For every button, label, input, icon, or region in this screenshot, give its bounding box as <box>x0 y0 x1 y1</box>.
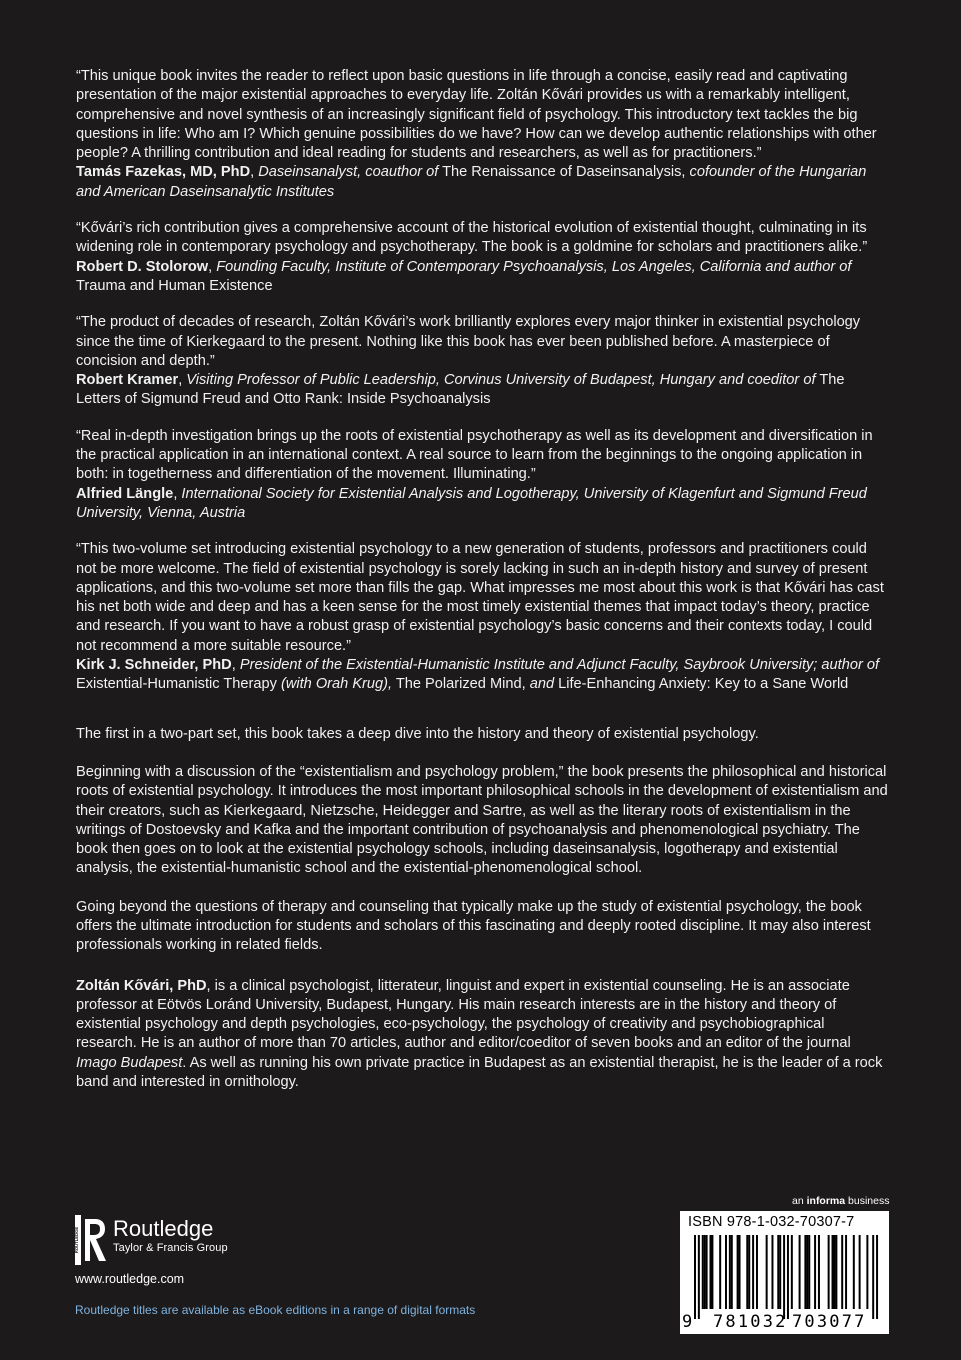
book-title: Life-Enhancing Anxiety: Key to a Sane World <box>558 676 849 693</box>
barcode-bar <box>832 1235 834 1309</box>
book-title: Existential-Humanistic Therapy <box>76 676 277 693</box>
endorsements <box>76 67 888 695</box>
barcode-bar <box>731 1235 733 1309</box>
barcode-bar <box>787 1235 789 1319</box>
endorser-role: International Society for Existential Analysis and Logotherapy, University of Klagenfurt and Sigmund Freud University, Vienna, Austria <box>76 485 867 521</box>
barcode-bar <box>766 1235 768 1309</box>
barcode-bar <box>752 1235 754 1309</box>
endorser-role: Daseinsanalyst, coauthor of <box>258 164 439 181</box>
endorser-role: (with Orah Krug), <box>280 676 393 693</box>
barcode-bar <box>835 1235 837 1309</box>
barcode-bar <box>771 1235 773 1309</box>
barcode-bar <box>866 1235 868 1309</box>
endorser-role: President of the Existential-Humanistic Institute and Adjunct Faculty, Saybrook University; author of <box>239 657 880 674</box>
barcode-bar <box>711 1235 713 1309</box>
endorser-name: Kirk J. Schneider, PhD <box>76 657 232 674</box>
barcode-bar <box>719 1235 721 1309</box>
book-title: The Letters of Sigmund Freud and Otto Rank: Inside Psychoanalysis <box>76 372 845 408</box>
endorser-name: Robert D. Stolorow <box>76 258 209 275</box>
endorser-name: Robert Kramer <box>76 372 179 389</box>
publisher-website: www.routledge.com <box>75 1272 185 1286</box>
endorser-role: Founding Faculty, Institute of Contemporary Psychoanalysis, Los Angeles, California and author of <box>216 258 852 275</box>
informa-brand: informa <box>806 1195 846 1207</box>
barcode-bar <box>853 1235 855 1309</box>
endorser-name: Tamás Fazekas, MD, PhD <box>76 164 251 181</box>
endorsement-quote: “Kővári’s rich contribution gives a comprehensive account of the historical evolution of existential thought, culminating in its widening role in contemporary psychology and psychotherapy. The book is a goldmine for scholars and practitioners alike.” <box>76 220 868 256</box>
routledge-r-icon <box>75 1215 107 1265</box>
endorsement-attribution: Kirk J. Schneider, PhD, President of the Existential-Humanistic Institute and Adjunct Faculty, Saybrook University; author of Existential-Humanistic Therapy (with Orah Krug), The Polarized Mind, and Life-Enhancing Anxiety: Key to a Sane World <box>76 657 880 693</box>
ebook-note: Routledge titles are available as eBook editions in a range of digital formats <box>75 1303 476 1317</box>
barcode-bar <box>828 1235 830 1309</box>
barcode-bar <box>709 1235 711 1309</box>
barcode-bar <box>876 1235 878 1319</box>
barcode-bar <box>698 1235 700 1319</box>
description-paragraph: Going beyond the questions of therapy and counseling that typically make up the study of existential psychology, the book offers the ultimate introduction for students and scholars of this fascinating and deeply rooted discipline. It may also interest professionals working in related fields. <box>76 898 871 954</box>
barcode-bar <box>791 1235 793 1309</box>
publisher-name: Routledge <box>113 1216 214 1241</box>
endorsement-attribution: Alfried Längle, International Society for Existential Analysis and Logotherapy, University of Klagenfurt and Sigmund Freud University, Vienna, Austria <box>76 485 867 521</box>
book-title: The Renaissance of Daseinsanalysis, <box>442 164 686 181</box>
barcode-bar <box>746 1235 748 1309</box>
barcode-bar <box>737 1235 739 1309</box>
endorsement-quote: “The product of decades of research, Zoltán Kővári’s work brilliantly explores every major thinker in existential psychology since the time of Kierkegaard to the present. Nothing like this book has ever been published before. A masterpiece of concision and depth.” <box>76 314 861 369</box>
back-cover-text <box>76 67 888 1092</box>
barcode-bar <box>804 1235 806 1309</box>
barcode-bars <box>694 1235 878 1319</box>
endorsement-attribution: Tamás Fazekas, MD, PhD, Daseinsanalyst, coauthor of The Renaissance of Daseinsanalysis, cofounder of the Hungarian and American Daseinsanalytic Institutes <box>76 164 867 200</box>
endorser-role: and <box>529 676 555 693</box>
publisher-block <box>75 1215 228 1286</box>
barcode-bar <box>872 1235 874 1319</box>
barcode-bar <box>779 1235 781 1309</box>
informa-suffix: business <box>848 1195 890 1207</box>
journal-title: Imago Budapest <box>76 1054 183 1071</box>
book-title: Trauma and Human Existence <box>76 277 273 294</box>
endorsement <box>76 540 888 694</box>
publisher-group: Taylor & Francis Group <box>113 1242 228 1254</box>
endorsement <box>76 67 888 202</box>
barcode-bar <box>739 1235 741 1309</box>
barcode-bar <box>748 1235 750 1309</box>
book-description <box>76 725 888 956</box>
endorsement-attribution: Robert D. Stolorow, Founding Faculty, Institute of Contemporary Psychoanalysis, Los Angeles, California and author of Trauma and Human Existence <box>76 258 852 294</box>
barcode-bar <box>808 1235 810 1309</box>
barcode-bar <box>704 1235 706 1309</box>
endorsement-attribution: Robert Kramer, Visiting Professor of Public Leadership, Corvinus University of Budapest, Hungary and coeditor of The Letters of Sigmund Freud and Otto Rank: Inside Psychoanalysis <box>76 372 845 408</box>
bio-text: , is a clinical psychologist, litterateur, linguist and expert in existential counseling. He is an associate professor at Eötvös Loránd University, Budapest, Hungary. His main research interests are in the history and theory of existential psychology and depth psychologies, eco-psychology, the psychology of creativity and psychobiographical research. He is an author of more than 70 articles, author and editor/coeditor of seven books and an editor of the journal <box>76 977 851 1052</box>
author-bio-text <box>76 977 888 1093</box>
barcode-bar <box>783 1235 785 1319</box>
description-paragraph: Beginning with a discussion of the “existentialism and psychology problem,” the book presents the philosophical and historical roots of existential psychology. It introduces the most important philosophical schools in the development of existentialism and their creators, such as Kierkegaard, Nietzsche, Heidegger and Sartre, as well as the literary roots of existentialism in the writings of Dostoevsky and Kafka and the important contribution of psychoanalysis and phenomenological psychiatry. The book then goes on to look at the existential psychology schools, including daseinsanalysis, logotherapy and existential analysis, the existential-humanistic school and the existential-phenomenological school. <box>76 763 888 877</box>
vertical-publisher-mark: ROUTLEDGE <box>74 1226 79 1254</box>
barcode-bar <box>702 1235 704 1309</box>
endorsement <box>76 313 888 409</box>
barcode-bar <box>806 1235 808 1309</box>
barcode-digits-left: 781032 <box>713 1312 788 1332</box>
author-bio <box>76 977 888 1093</box>
informa-prefix: an <box>792 1195 804 1207</box>
endorser-role: cofounder of the Hungarian and American Daseinsanalytic Institutes <box>76 164 867 200</box>
barcode-bar <box>833 1235 835 1309</box>
barcode-digits-right: 703077 <box>792 1312 867 1332</box>
description-paragraph: The first in a two-part set, this book takes a deep dive into the history and theory of existential psychology. <box>76 725 759 742</box>
author-name: Zoltán Kővári, PhD <box>76 977 207 994</box>
barcode-bar <box>756 1235 758 1309</box>
barcode-bar <box>799 1235 801 1309</box>
barcode-bar <box>694 1235 696 1319</box>
barcode-bar <box>841 1235 843 1309</box>
informa-business-mark <box>792 1195 890 1207</box>
barcode-bar <box>725 1235 727 1309</box>
barcode-bar <box>706 1235 708 1309</box>
barcode-bar <box>818 1235 820 1309</box>
routledge-logo <box>75 1215 228 1265</box>
barcode-bar <box>729 1235 731 1309</box>
endorsement-quote: “This two-volume set introducing existential psychology to a new generation of students, professors and practitioners could not be more welcome. The field of existential psychology is sorely lacking in such an in-depth history and survey of present applications, and this two-volume set more than fills the gap. What impresses me most about this work is that Kővári has cast his net both wide and deep and has a keen sense for the most timely existential themes that impact today’s theory, practice and research. If you want to have a robust grasp of existential psychology’s basic concerns and their contexts today, I could not recommend a more suitable resource.” <box>76 541 884 654</box>
endorsement-quote: “Real in-depth investigation brings up the roots of existential psychotherapy as well as its development and diversification in the practical application in an international context. A real source to learn from the beginnings to the ongoing application in both: in togetherness and differentiation of the movement. Illuminating.” <box>76 427 873 483</box>
isbn-barcode <box>680 1211 889 1334</box>
endorser-role: Visiting Professor of Public Leadership, Corvinus University of Budapest, Hungary and coeditor of <box>186 372 816 389</box>
endorsement <box>76 219 888 296</box>
barcode-bar <box>777 1235 779 1309</box>
book-title: The Polarized Mind, <box>395 676 526 693</box>
endorser-name: Alfried Längle <box>76 485 174 502</box>
barcode-bar <box>845 1235 847 1309</box>
barcode-bar <box>814 1235 816 1309</box>
barcode-digit-first: 9 <box>682 1312 693 1332</box>
bio-text: . As well as running his own private practice in Budapest as an existential therapist, he is the leader of a rock band and interested in ornithology. <box>76 1054 883 1091</box>
isbn-number: ISBN 978-1-032-70307-7 <box>688 1214 855 1230</box>
endorsement-quote: “This unique book invites the reader to reflect upon basic questions in life through a concise, easily read and captivating presentation of the major existential approaches to everyday life. Zoltán Kővári provides us with a remarkably intelligent, comprehensive and novel synthesis of an increasingly significant field of psychology. This introductory text tackles the big questions in life: Who am I? Which genuine possibilities do we have? How can we develop authentic relationships with other people? A thrilling contribution and ideal reading for students and researchers, as well as for practitioners.” <box>76 68 877 162</box>
barcode-bar <box>859 1235 861 1309</box>
endorsement <box>76 427 888 523</box>
